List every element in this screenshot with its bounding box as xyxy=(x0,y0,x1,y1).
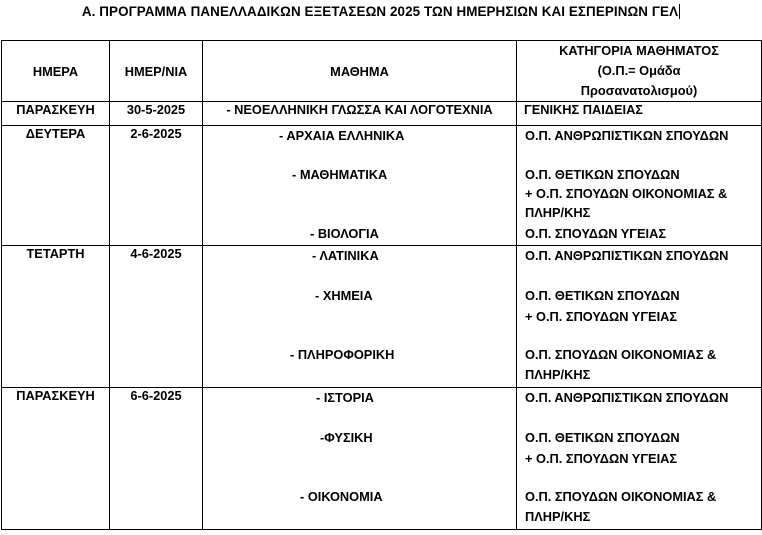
exam-schedule-table xyxy=(1,40,762,530)
date-cell: 6-6-2025 xyxy=(110,388,203,530)
date-cell: 4-6-2025 xyxy=(110,246,203,388)
category-cell xyxy=(517,246,762,388)
header-category-line: (Ο.Π.= Ομάδα xyxy=(597,63,681,78)
table-header-row xyxy=(2,41,762,102)
category-line: Ο.Π. ΣΠΟΥΔΩΝ ΥΓΕΙΑΣ xyxy=(525,226,667,241)
header-day: ΗΜΕΡΑ xyxy=(2,41,110,102)
category-line: Ο.Π. ΣΠΟΥΔΩΝ ΟΙΚΟΝΟΜΙΑΣ & xyxy=(525,347,717,362)
subject-name: - ΑΡΧΑΙΑ ΕΛΛΗΝΙΚΑ xyxy=(279,128,405,143)
header-date: ΗΜΕΡ/ΝΙΑ xyxy=(110,41,203,102)
table-row xyxy=(2,388,762,530)
header-category-line: Προσανατολισμού) xyxy=(580,83,698,98)
table-row xyxy=(2,126,762,246)
category-line: Ο.Π. ΑΝΘΡΩΠΙΣΤΙΚΩΝ ΣΠΟΥΔΩΝ xyxy=(525,390,729,405)
document-title xyxy=(0,4,762,19)
category-line: Ο.Π. ΑΝΘΡΩΠΙΣΤΙΚΩΝ ΣΠΟΥΔΩΝ xyxy=(525,128,729,143)
subject-name: - ΒΙΟΛΟΓΙΑ xyxy=(310,226,379,241)
category-line: ΠΛΗΡ/ΚΗΣ xyxy=(525,367,591,382)
table-row xyxy=(2,246,762,388)
header-subject: ΜΑΘΗΜΑ xyxy=(203,41,517,102)
day-cell: ΠΑΡΑΣΚΕΥΗ xyxy=(2,388,110,530)
subject-cell xyxy=(203,126,517,246)
subject-cell xyxy=(203,246,517,388)
day-cell: ΤΕΤΑΡΤΗ xyxy=(2,246,110,388)
subject-name: - ΟΙΚΟΝΟΜΙΑ xyxy=(300,489,383,504)
subject-cell: - ΝΕΟΕΛΛΗΝΙΚΗ ΓΛΩΣΣΑ ΚΑΙ ΛΟΓΟΤΕΧΝΙΑ xyxy=(203,102,517,126)
category-line: Ο.Π. ΑΝΘΡΩΠΙΣΤΙΚΩΝ ΣΠΟΥΔΩΝ xyxy=(525,248,729,263)
category-cell: ΓΕΝΙΚΗΣ ΠΑΙΔΕΙΑΣ xyxy=(517,102,762,126)
day-cell: ΠΑΡΑΣΚΕΥΗ xyxy=(2,102,110,126)
subject-name: - ΠΛΗΡΟΦΟΡΙΚΗ xyxy=(290,347,395,362)
date-cell: 2-6-2025 xyxy=(110,126,203,246)
category-cell xyxy=(517,388,762,530)
day-cell: ΔΕΥΤΕΡΑ xyxy=(2,126,110,246)
category-line: + Ο.Π. ΣΠΟΥΔΩΝ ΥΓΕΙΑΣ xyxy=(525,309,678,324)
subject-name: - ΧΗΜΕΙΑ xyxy=(315,288,373,303)
subject-name: - ΜΑΘΗΜΑΤΙΚΑ xyxy=(292,167,388,182)
category-line: ΠΛΗΡ/ΚΗΣ xyxy=(525,509,591,524)
category-line: ΠΛΗΡ/ΚΗΣ xyxy=(525,205,591,220)
category-line: + Ο.Π. ΣΠΟΥΔΩΝ ΥΓΕΙΑΣ xyxy=(525,451,678,466)
text-cursor xyxy=(679,4,680,19)
header-category xyxy=(517,41,762,102)
subject-cell xyxy=(203,388,517,530)
date-cell: 30-5-2025 xyxy=(110,102,203,126)
header-category-line: ΚΑΤΗΓΟΡΙΑ ΜΑΘΗΜΑΤΟΣ xyxy=(559,43,719,58)
table-row xyxy=(2,102,762,126)
category-line: Ο.Π. ΘΕΤΙΚΩΝ ΣΠΟΥΔΩΝ xyxy=(525,167,680,182)
category-line: Ο.Π. ΣΠΟΥΔΩΝ ΟΙΚΟΝΟΜΙΑΣ & xyxy=(525,489,717,504)
subject-name: -ΦΥΣΙΚΗ xyxy=(320,430,373,445)
category-line: Ο.Π. ΘΕΤΙΚΩΝ ΣΠΟΥΔΩΝ xyxy=(525,288,680,303)
category-line: + Ο.Π. ΣΠΟΥΔΩΝ ΟΙΚΟΝΟΜΙΑΣ & xyxy=(525,186,728,201)
title-text: Α. ΠΡΟΓΡΑΜΜΑ ΠΑΝΕΛΛΑΔΙΚΩΝ ΕΞΕΤΑΣΕΩΝ 2025 ΤΩΝ ΗΜΕΡΗΣΙΩΝ ΚΑΙ ΕΣΠΕΡΙΝΩΝ ΓΕΛ xyxy=(81,4,679,19)
category-line: Ο.Π. ΘΕΤΙΚΩΝ ΣΠΟΥΔΩΝ xyxy=(525,430,680,445)
subject-name: - ΛΑΤΙΝΙΚΑ xyxy=(312,248,379,263)
category-cell xyxy=(517,126,762,246)
subject-name: - ΙΣΤΟΡΙΑ xyxy=(316,390,374,405)
